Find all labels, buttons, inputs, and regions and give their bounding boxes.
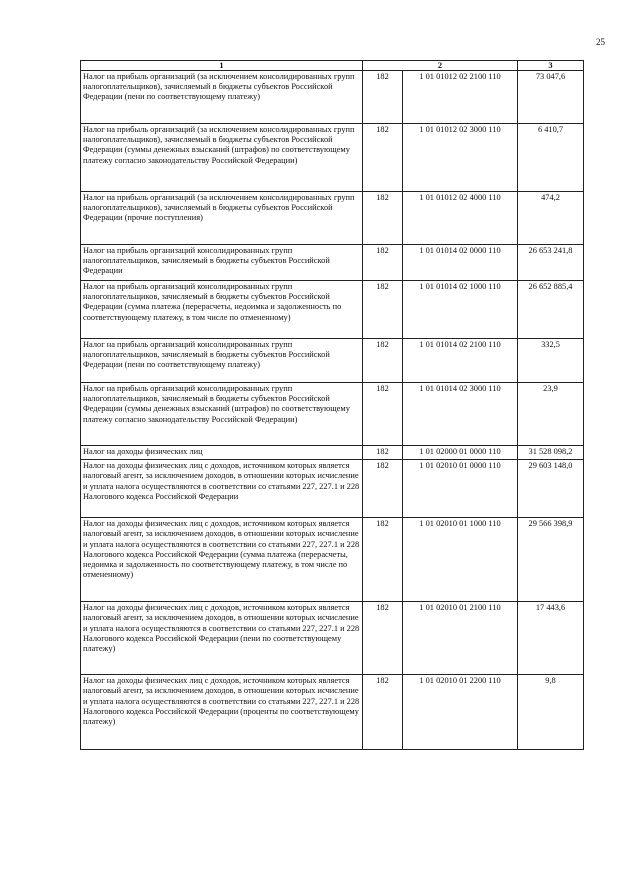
row-budget-code: 1 01 01012 02 3000 110: [403, 124, 518, 192]
row-amount: 23,9: [518, 383, 584, 446]
table-row: [81, 124, 584, 192]
row-name: Налог на прибыль организаций консолидированных групп налогоплательщиков, зачисляемый в бюджеты субъектов Российской Федерации (сумма платежа (перерасчеты, недоимка и задолженность по соответствующему платежу, в том числе по отмененному): [81, 281, 363, 339]
table-row: [81, 71, 584, 124]
row-name: Налог на доходы физических лиц с доходов, источником которых является налоговый агент, за исключением доходов, в отношении которых исчисление и уплата налога осуществляются в соответствии со статьями 227, 227.1 и 228 Налогового кодекса Российской Федерации: [81, 460, 363, 518]
row-budget-code: 1 01 02010 01 0000 110: [403, 460, 518, 518]
row-name: Налог на доходы физических лиц с доходов, источником которых является налоговый агент, за исключением доходов, в отношении которых исчисление и уплата налога осуществляются в соответствии со статьями 227, 227.1 и 228 Налогового кодекса Российской Федерации (сумма платежа (перерасчеты, недоимка и задолженность по соответствующему платежу, в том числе по отмененному): [81, 518, 363, 602]
row-amount: 73 047,6: [518, 71, 584, 124]
table-row: [81, 245, 584, 281]
row-amount: 474,2: [518, 192, 584, 245]
row-admin-code: 182: [363, 446, 403, 460]
row-budget-code: 1 01 01012 02 2100 110: [403, 71, 518, 124]
table-row: [81, 675, 584, 750]
row-budget-code: 1 01 01014 02 1000 110: [403, 281, 518, 339]
row-admin-code: 182: [363, 245, 403, 281]
row-name: Налог на прибыль организаций консолидированных групп налогоплательщиков, зачисляемый в бюджеты субъектов Российской Федерации (пени по соответствующему платежу): [81, 339, 363, 383]
row-name: Налог на прибыль организаций (за исключением консолидированных групп налогоплательщиков), зачисляемый в бюджеты субъектов Российской Федерации (пени по соответствующему платежу): [81, 71, 363, 124]
row-admin-code: 182: [363, 675, 403, 750]
row-admin-code: 182: [363, 339, 403, 383]
row-name: Налог на доходы физических лиц с доходов, источником которых является налоговый агент, за исключением доходов, в отношении которых исчисление и уплата налога осуществляются в соответствии со статьями 227, 227.1 и 228 Налогового кодекса Российской Федерации (проценты по соответствующему платежу): [81, 675, 363, 750]
table-header-row: [81, 61, 584, 71]
row-name: Налог на прибыль организаций консолидированных групп налогоплательщиков, зачисляемый в бюджеты субъектов Российской Федерации (суммы денежных взысканий (штрафов) по соответствующему платежу согласно законодательству Российской Федерации): [81, 383, 363, 446]
row-admin-code: 182: [363, 602, 403, 675]
row-name: Налог на доходы физических лиц: [81, 446, 363, 460]
header-col-1: 1: [81, 61, 363, 71]
row-admin-code: 182: [363, 460, 403, 518]
header-col-3: 3: [518, 61, 584, 71]
row-name: Налог на доходы физических лиц с доходов, источником которых является налоговый агент, за исключением доходов, в отношении которых исчисление и уплата налога осуществляются в соответствии со статьями 227, 227.1 и 228 Налогового кодекса Российской Федерации (пени по соответствующему платежу): [81, 602, 363, 675]
row-name: Налог на прибыль организаций (за исключением консолидированных групп налогоплательщиков), зачисляемый в бюджеты субъектов Российской Федерации (суммы денежных взысканий (штрафов) по соответствующему платежу согласно законодательству Российской Федерации): [81, 124, 363, 192]
row-budget-code: 1 01 02010 01 2200 110: [403, 675, 518, 750]
row-admin-code: 182: [363, 124, 403, 192]
row-admin-code: 182: [363, 71, 403, 124]
row-budget-code: 1 01 01014 02 3000 110: [403, 383, 518, 446]
row-admin-code: 182: [363, 192, 403, 245]
row-amount: 31 528 098,2: [518, 446, 584, 460]
table-row: [81, 460, 584, 518]
row-admin-code: 182: [363, 383, 403, 446]
table-row: [81, 602, 584, 675]
row-admin-code: 182: [363, 518, 403, 602]
row-budget-code: 1 01 01012 02 4000 110: [403, 192, 518, 245]
row-amount: 9,8: [518, 675, 584, 750]
row-budget-code: 1 01 01014 02 0000 110: [403, 245, 518, 281]
row-budget-code: 1 01 02010 01 2100 110: [403, 602, 518, 675]
row-amount: 26 653 241,8: [518, 245, 584, 281]
row-amount: 29 566 398,9: [518, 518, 584, 602]
row-amount: 17 443,6: [518, 602, 584, 675]
row-amount: 26 652 885,4: [518, 281, 584, 339]
row-budget-code: 1 01 02010 01 1000 110: [403, 518, 518, 602]
table-row: [81, 383, 584, 446]
header-col-2: 2: [363, 61, 518, 71]
table-row: [81, 339, 584, 383]
row-amount: 332,5: [518, 339, 584, 383]
row-amount: 29 603 148,0: [518, 460, 584, 518]
row-budget-code: 1 01 02000 01 0000 110: [403, 446, 518, 460]
row-name: Налог на прибыль организаций консолидированных групп налогоплательщиков, зачисляемый в бюджеты субъектов Российской Федерации: [81, 245, 363, 281]
page-number: 25: [596, 37, 605, 47]
row-budget-code: 1 01 01014 02 2100 110: [403, 339, 518, 383]
table-row: [81, 281, 584, 339]
revenue-table: [80, 60, 584, 750]
row-amount: 6 410,7: [518, 124, 584, 192]
row-name: Налог на прибыль организаций (за исключением консолидированных групп налогоплательщиков), зачисляемый в бюджеты субъектов Российской Федерации (прочие поступления): [81, 192, 363, 245]
table-row: [81, 192, 584, 245]
table-row: [81, 446, 584, 460]
table-row: [81, 518, 584, 602]
row-admin-code: 182: [363, 281, 403, 339]
